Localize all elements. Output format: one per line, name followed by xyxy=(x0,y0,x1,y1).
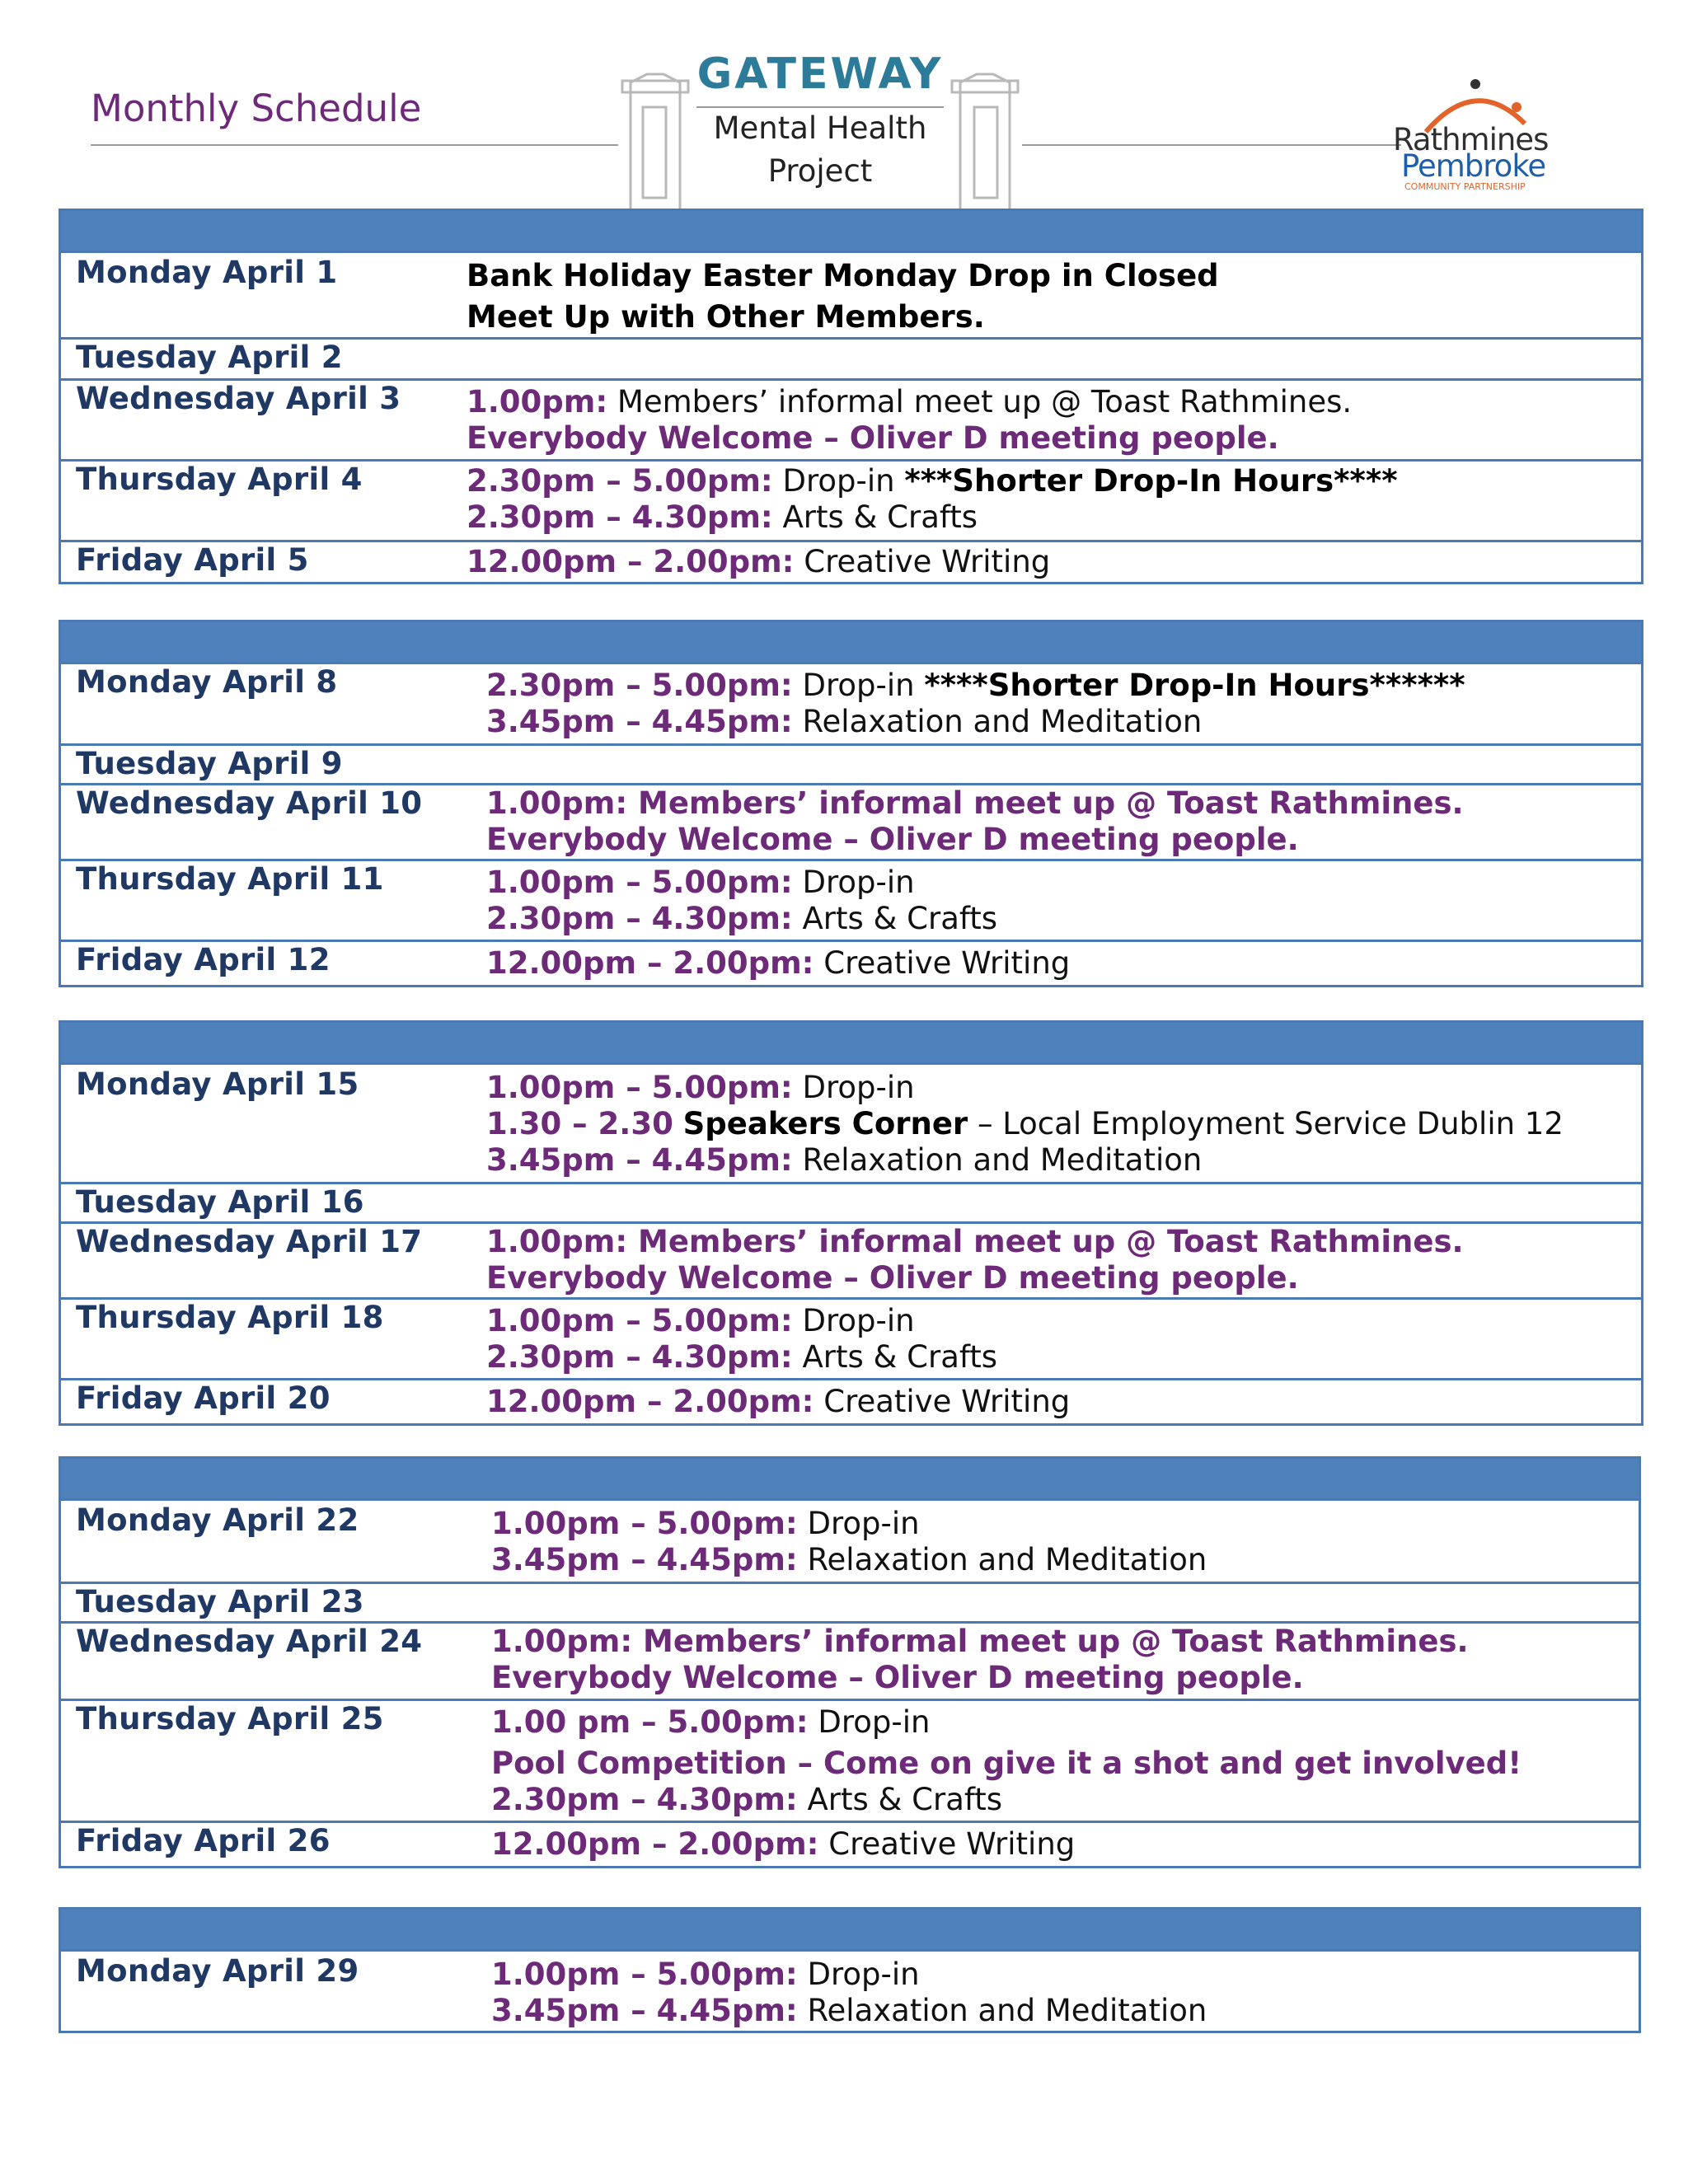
event-description: Drop-in xyxy=(807,1506,920,1541)
event-time: 1.00pm – 5.00pm: xyxy=(486,1303,793,1338)
day-label: Thursday April 25 xyxy=(76,1701,384,1736)
day-label: Tuesday April 16 xyxy=(76,1184,364,1220)
event-note: ****Shorter Drop-In Hours****** xyxy=(924,668,1465,703)
event-description: Members’ informal meet up @ Toast Rathmines. xyxy=(617,384,1353,419)
event-description: Arts & Crafts xyxy=(782,499,978,535)
event-description: Arts & Crafts xyxy=(807,1782,1003,1817)
day-label: Wednesday April 10 xyxy=(76,785,423,821)
gateway-logo-line2: Project xyxy=(767,153,873,189)
event-description: – Local Employment Service Dublin 12 xyxy=(977,1106,1564,1141)
page-title: Monthly Schedule xyxy=(91,87,422,130)
event-description: Drop-in xyxy=(802,668,915,703)
day-label: Thursday April 11 xyxy=(76,861,384,897)
event-description: Relaxation and Meditation xyxy=(802,1142,1203,1178)
event-highlight: 1.00pm: Members’ informal meet up @ Toast Rathmines. xyxy=(491,1624,1469,1659)
gateway-logo xyxy=(614,49,1026,214)
event-description: Creative Writing xyxy=(804,544,1051,579)
event-description: Relaxation and Meditation xyxy=(802,704,1203,739)
day-label: Monday April 15 xyxy=(76,1066,359,1102)
event-time: 2.30pm – 5.00pm: xyxy=(467,463,773,499)
day-row xyxy=(61,253,1641,337)
day-row xyxy=(61,1065,1641,1182)
day-label: Monday April 22 xyxy=(76,1502,359,1538)
day-row xyxy=(61,1821,1639,1866)
event-description: Relaxation and Meditation xyxy=(807,1993,1207,2028)
day-row xyxy=(61,540,1641,582)
event-time: 2.30pm – 4.30pm: xyxy=(491,1782,798,1817)
week-header-bar xyxy=(61,1023,1641,1065)
event-time: 1.00pm – 5.00pm: xyxy=(486,1070,793,1105)
day-label: Wednesday April 3 xyxy=(76,381,401,416)
event-description: Creative Writing xyxy=(823,945,1071,981)
event-description: Drop-in xyxy=(807,1957,920,1992)
day-row xyxy=(61,1221,1641,1297)
event-highlight: Everybody Welcome – Oliver D meeting people. xyxy=(486,1260,1299,1296)
week-header-bar xyxy=(61,622,1641,664)
event-time: 12.00pm – 2.00pm: xyxy=(486,1384,814,1419)
day-label: Tuesday April 23 xyxy=(76,1584,364,1619)
day-label: Wednesday April 24 xyxy=(76,1624,423,1659)
event-highlight: Pool Competition – Come on give it a shot and get involved! xyxy=(491,1746,1522,1781)
gateway-logo-subtitle xyxy=(696,107,944,193)
header-rule-right xyxy=(1022,144,1401,146)
event-description: Drop-in xyxy=(818,1704,931,1740)
header-rule-left xyxy=(91,144,618,146)
page-header xyxy=(0,0,1688,214)
event-time: 3.45pm – 4.45pm: xyxy=(486,704,793,739)
day-row xyxy=(61,459,1641,540)
day-row xyxy=(61,378,1641,459)
event-description: Drop-in xyxy=(782,463,895,499)
event-time: 1.00pm: xyxy=(467,384,608,419)
event-time: 12.00pm – 2.00pm: xyxy=(467,544,795,579)
event-time: 3.45pm – 4.45pm: xyxy=(491,1542,798,1577)
week-table xyxy=(59,1020,1643,1426)
event-time: 1.30 – 2.30 xyxy=(486,1106,673,1141)
week-table xyxy=(59,1907,1641,2033)
event-description: Relaxation and Meditation xyxy=(807,1542,1207,1577)
event-time: 2.30pm – 4.30pm: xyxy=(467,499,773,535)
event-description: Arts & Crafts xyxy=(802,901,998,936)
event-time: 12.00pm – 2.00pm: xyxy=(486,945,814,981)
week-header-bar xyxy=(61,211,1641,253)
event-time: 3.45pm – 4.45pm: xyxy=(486,1142,793,1178)
day-row xyxy=(61,664,1641,743)
event-note: ***Shorter Drop-In Hours**** xyxy=(904,463,1398,499)
event-time: 2.30pm – 4.30pm: xyxy=(486,901,793,936)
rathmines-pembroke-logo xyxy=(1393,74,1574,198)
event-time: 1.00pm – 5.00pm: xyxy=(491,1957,798,1992)
event-highlight: Everybody Welcome – Oliver D meeting people. xyxy=(491,1660,1304,1695)
event-time: 1.00pm – 5.00pm: xyxy=(491,1506,798,1541)
gateway-logo-name: GATEWAY xyxy=(696,49,944,99)
day-label: Friday April 12 xyxy=(76,942,331,977)
event-highlight: 1.00pm: Members’ informal meet up @ Toast Rathmines. xyxy=(486,785,1464,821)
gateway-logo-line1: Mental Health xyxy=(713,110,927,146)
day-label: Tuesday April 9 xyxy=(76,746,343,781)
day-row xyxy=(61,940,1641,985)
day-row xyxy=(61,1699,1639,1821)
event-description: Creative Writing xyxy=(823,1384,1071,1419)
day-label: Friday April 26 xyxy=(76,1823,331,1858)
week-table xyxy=(59,1456,1641,1868)
day-row xyxy=(61,743,1641,783)
day-row xyxy=(61,337,1641,378)
event-time: 2.30pm – 4.30pm: xyxy=(486,1339,793,1375)
event-description: Arts & Crafts xyxy=(802,1339,998,1375)
day-label: Thursday April 18 xyxy=(76,1300,384,1335)
event-description: Drop-in xyxy=(802,865,915,900)
event-description: Drop-in xyxy=(802,1303,915,1338)
event-time: 2.30pm – 5.00pm: xyxy=(486,668,793,703)
event-description: Drop-in xyxy=(802,1070,915,1105)
day-label: Monday April 8 xyxy=(76,664,338,700)
event-time: 3.45pm – 4.45pm: xyxy=(491,1993,798,2028)
day-label: Monday April 1 xyxy=(76,255,338,290)
week-table xyxy=(59,620,1643,987)
day-row xyxy=(61,1182,1641,1221)
day-label: Wednesday April 17 xyxy=(76,1224,423,1259)
day-label: Friday April 5 xyxy=(76,542,309,578)
day-row xyxy=(61,1501,1639,1582)
day-row xyxy=(61,859,1641,940)
day-row xyxy=(61,1378,1641,1423)
week-header-bar xyxy=(61,1459,1639,1501)
day-row xyxy=(61,783,1641,859)
day-label: Thursday April 4 xyxy=(76,462,363,497)
event-time: 12.00pm – 2.00pm: xyxy=(491,1826,819,1862)
day-label: Friday April 20 xyxy=(76,1380,331,1416)
partner-logo-line1: Rathmines xyxy=(1393,122,1549,157)
event-time: 1.00 pm – 5.00pm: xyxy=(491,1704,809,1740)
partner-logo-line2: Pembroke xyxy=(1401,148,1546,184)
day-row xyxy=(61,1582,1639,1621)
event-time: 1.00pm – 5.00pm: xyxy=(486,865,793,900)
day-row xyxy=(61,1621,1639,1699)
event-text: Bank Holiday Easter Monday Drop in Closed xyxy=(467,258,1219,293)
day-label: Tuesday April 2 xyxy=(76,340,343,375)
event-note: Speakers Corner xyxy=(682,1106,968,1141)
partner-logo-line3: COMMUNITY PARTNERSHIP xyxy=(1404,181,1526,192)
event-highlight: 1.00pm: Members’ informal meet up @ Toast Rathmines. xyxy=(486,1224,1464,1259)
day-row xyxy=(61,1952,1639,2031)
day-row xyxy=(61,1297,1641,1378)
event-description: Creative Writing xyxy=(828,1826,1076,1862)
week-table xyxy=(59,209,1643,584)
event-highlight: Everybody Welcome – Oliver D meeting people. xyxy=(486,822,1299,857)
day-label: Monday April 29 xyxy=(76,1953,359,1989)
event-text: Meet Up with Other Members. xyxy=(467,299,985,335)
week-header-bar xyxy=(61,1910,1639,1952)
event-highlight: Everybody Welcome – Oliver D meeting people. xyxy=(467,420,1279,456)
